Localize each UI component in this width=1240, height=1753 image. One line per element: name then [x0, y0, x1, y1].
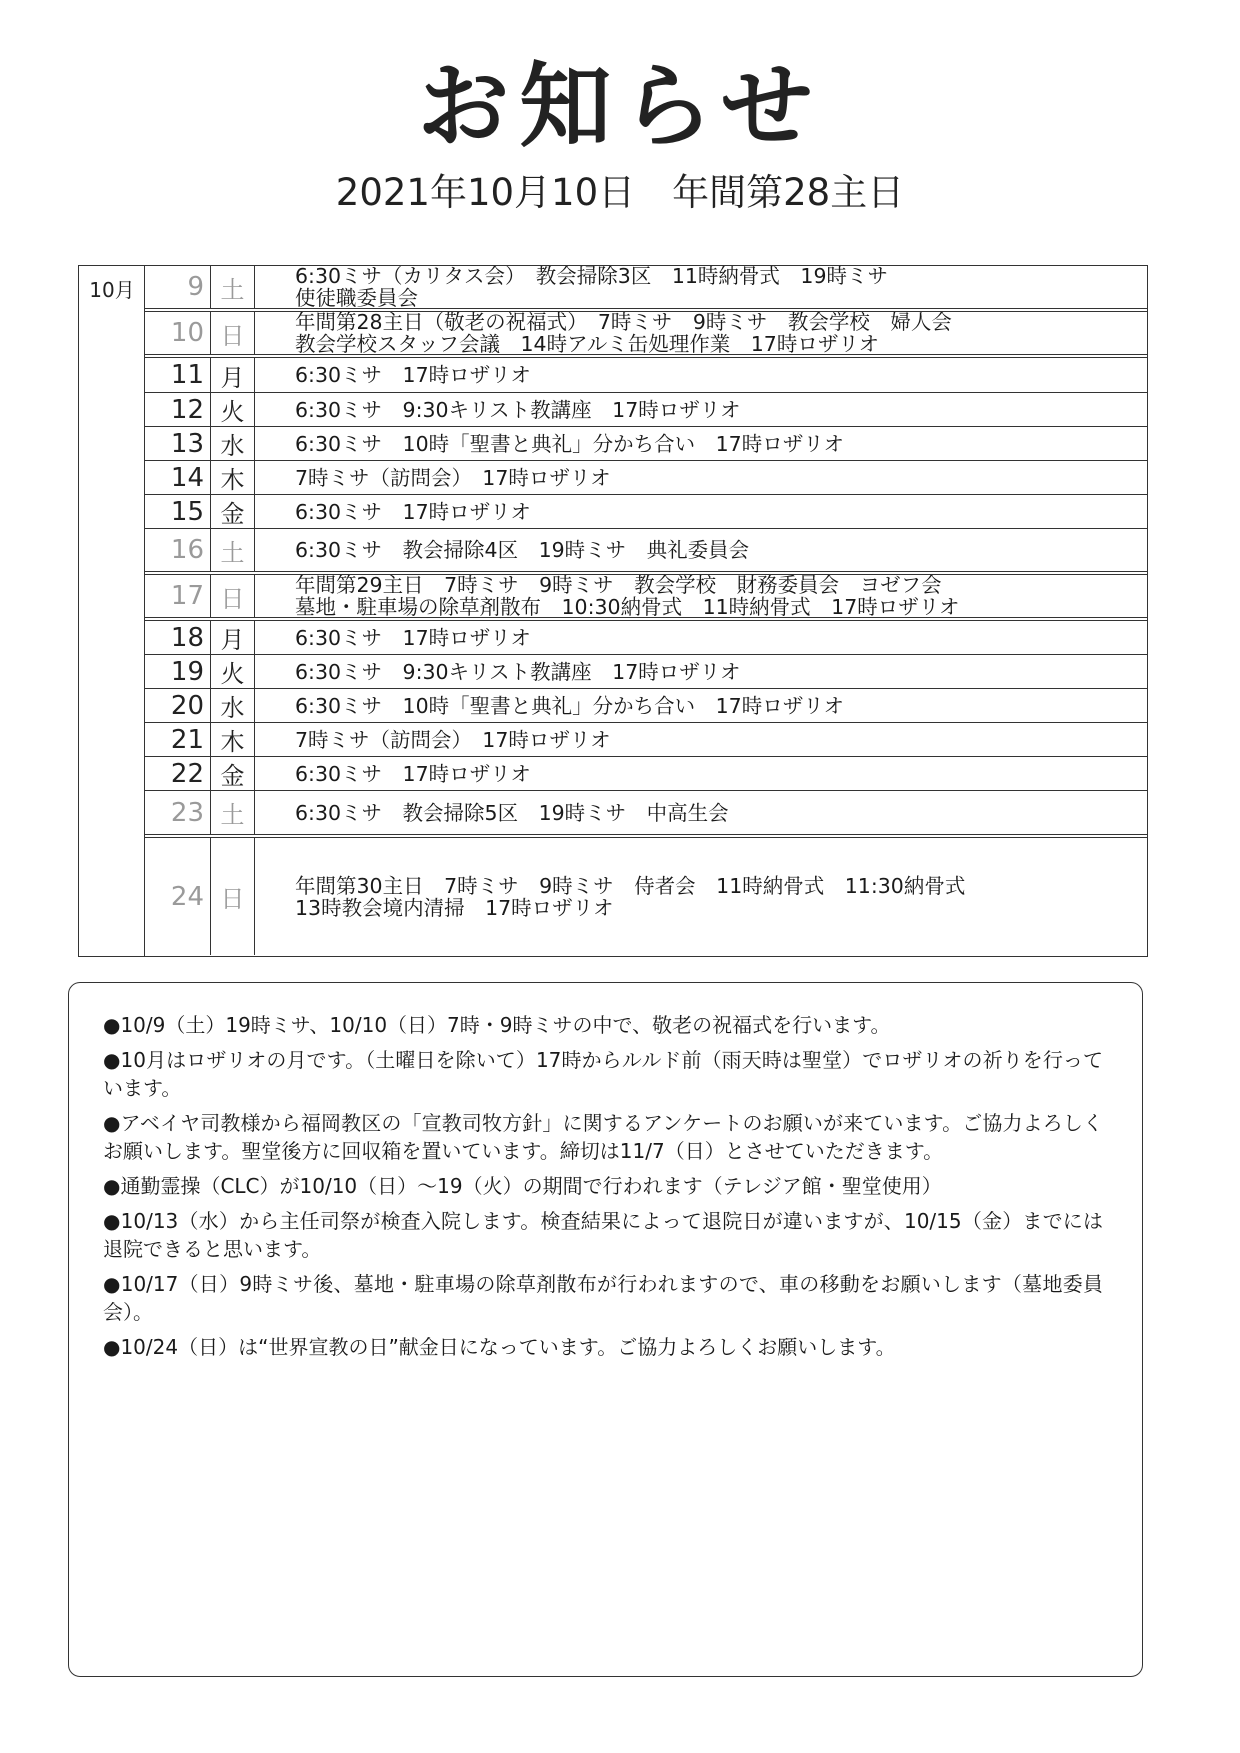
day-number: 11 [145, 358, 211, 392]
event-line: 6:30ミサ 17時ロザリオ [295, 499, 531, 524]
event-line: 6:30ミサ 10時「聖書と典礼」分かち合い 17時ロザリオ [295, 693, 844, 718]
schedule-row [145, 621, 1147, 655]
events-cell [255, 393, 1147, 426]
event-line: 6:30ミサ 教会掃除5区 19時ミサ 中高生会 [295, 800, 729, 825]
day-number: 12 [145, 393, 211, 426]
events-cell [255, 838, 1147, 955]
event-line: 墓地・駐車場の除草剤散布 10:30納骨式 11時納骨式 17時ロザリオ [295, 595, 960, 617]
weekday: 火 [211, 655, 255, 688]
events-cell [255, 757, 1147, 790]
schedule-row [145, 495, 1147, 529]
notice-item: ●10/9（土）19時ミサ、10/10（日）7時・9時ミサの中で、敬老の祝福式を行います。 [103, 1013, 891, 1037]
events-cell [255, 689, 1147, 722]
weekday: 日 [211, 838, 255, 955]
event-line: 13時教会境内清掃 17時ロザリオ [295, 895, 614, 920]
events-cell [255, 312, 1147, 354]
schedule-table [78, 265, 1148, 957]
schedule-row [145, 266, 1147, 312]
schedule-row [145, 393, 1147, 427]
event-line: 年間第29主日 7時ミサ 9時ミサ 教会学校 財務委員会 ヨゼフ会 [295, 575, 942, 597]
event-line: 6:30ミサ（カリタス会） 教会掃除3区 11時納骨式 19時ミサ [295, 266, 888, 288]
events-cell [255, 266, 1147, 308]
day-number: 10 [145, 312, 211, 354]
day-number: 19 [145, 655, 211, 688]
page-title: お知らせ [417, 53, 823, 160]
event-line: 6:30ミサ 17時ロザリオ [295, 625, 531, 650]
weekday: 月 [211, 358, 255, 392]
weekday: 水 [211, 689, 255, 722]
day-number: 17 [145, 575, 211, 617]
events-cell [255, 791, 1147, 834]
weekday: 日 [211, 575, 255, 617]
page-subtitle: 2021年10月10日 年間第28主日 [335, 171, 905, 214]
event-line: 6:30ミサ 17時ロザリオ [295, 761, 531, 786]
day-number: 13 [145, 427, 211, 460]
schedule-row [145, 358, 1147, 393]
events-cell [255, 427, 1147, 460]
events-cell [255, 621, 1147, 654]
event-line: 使徒職委員会 [295, 286, 418, 308]
event-line: 6:30ミサ 教会掃除4区 19時ミサ 典礼委員会 [295, 538, 750, 562]
events-cell [255, 723, 1147, 756]
events-cell [255, 495, 1147, 528]
schedule-row [145, 723, 1147, 757]
day-number: 15 [145, 495, 211, 528]
notice-item: ●10/17（日）9時ミサ後、墓地・駐車場の除草剤散布が行われますので、車の移動をお願いします（墓地委員会）。 [103, 1272, 1103, 1324]
weekday: 木 [211, 461, 255, 494]
weekday: 土 [211, 791, 255, 834]
month-column [79, 266, 145, 956]
schedule-row [145, 791, 1147, 838]
notice-item: ●10/24（日）は“世界宣教の日”献金日になっています。ご協力よろしくお願いします。 [103, 1335, 896, 1359]
schedule-row [145, 689, 1147, 723]
event-line: 6:30ミサ 17時ロザリオ [295, 363, 531, 387]
day-number: 24 [145, 838, 211, 955]
event-line: 教会学校スタッフ会議 14時アルミ缶処理作業 17時ロザリオ [295, 332, 880, 354]
schedule-row [145, 655, 1147, 689]
weekday: 月 [211, 621, 255, 654]
day-number: 14 [145, 461, 211, 494]
events-cell [255, 358, 1147, 392]
notice-list [103, 1011, 1103, 1368]
schedule-row [145, 529, 1147, 575]
day-number: 18 [145, 621, 211, 654]
notice-item: ●10/13（水）から主任司祭が検査入院します。検査結果によって退院日が違いますが、10/15（金）までには退院できると思います。 [103, 1209, 1103, 1261]
weekday: 水 [211, 427, 255, 460]
day-number: 9 [145, 266, 211, 308]
schedule-row [145, 757, 1147, 791]
schedule-row [145, 461, 1147, 495]
notice-box [68, 982, 1143, 1677]
weekday: 金 [211, 495, 255, 528]
events-cell [255, 655, 1147, 688]
events-cell [255, 575, 1147, 617]
event-line: 6:30ミサ 10時「聖書と典礼」分かち合い 17時ロザリオ [295, 431, 844, 456]
schedule-row [145, 312, 1147, 358]
weekday: 土 [211, 266, 255, 308]
schedule-row [145, 427, 1147, 461]
weekday: 木 [211, 723, 255, 756]
weekday: 火 [211, 393, 255, 426]
schedule-row [145, 575, 1147, 621]
day-number: 23 [145, 791, 211, 834]
day-number: 22 [145, 757, 211, 790]
notice-item: ●アベイヤ司教様から福岡教区の「宣教司牧方針」に関するアンケートのお願いが来ています。ご協力よろしくお願いします。聖堂後方に回収箱を置いています。締切は11/7（日）とさせていただきます。 [103, 1111, 1103, 1163]
schedule-row [145, 838, 1147, 955]
month-label: 10月 [89, 278, 135, 302]
event-line: 年間第28主日（敬老の祝福式） 7時ミサ 9時ミサ 教会学校 婦人会 [295, 312, 952, 334]
notice-item: ●通勤霊操（CLC）が10/10（日）～19（火）の期間で行われます（テレジア館・聖堂使用） [103, 1174, 942, 1198]
events-cell [255, 461, 1147, 494]
event-line: 6:30ミサ 9:30キリスト教講座 17時ロザリオ [295, 397, 741, 422]
day-number: 20 [145, 689, 211, 722]
day-number: 16 [145, 529, 211, 571]
weekday: 土 [211, 529, 255, 571]
weekday: 日 [211, 312, 255, 354]
day-number: 21 [145, 723, 211, 756]
event-line: 6:30ミサ 9:30キリスト教講座 17時ロザリオ [295, 659, 741, 684]
event-line: 年間第30主日 7時ミサ 9時ミサ 侍者会 11時納骨式 11:30納骨式 [295, 873, 966, 898]
event-line: 7時ミサ（訪問会） 17時ロザリオ [295, 465, 611, 490]
weekday: 金 [211, 757, 255, 790]
event-line: 7時ミサ（訪問会） 17時ロザリオ [295, 727, 611, 752]
notice-item: ●10月はロザリオの月です。（土曜日を除いて）17時からルルド前（雨天時は聖堂）でロザリオの祈りを行っています。 [103, 1048, 1103, 1100]
events-cell [255, 529, 1147, 571]
